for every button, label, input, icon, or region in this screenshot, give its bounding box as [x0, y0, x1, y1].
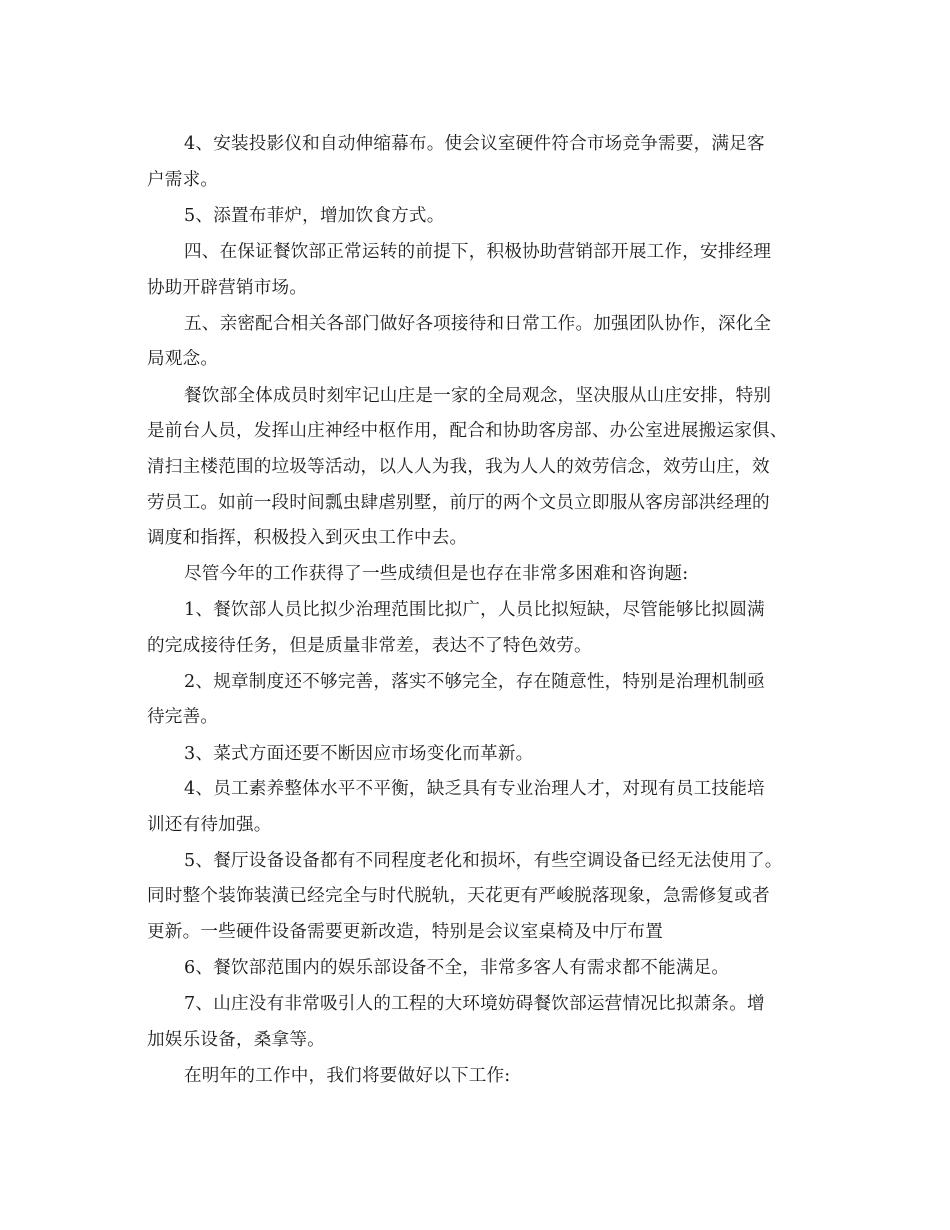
- text-line: 四、在保证餐饮部正常运转的前提下，积极协助营销部开展工作，安排经理: [184, 242, 772, 262]
- text-line: 5、添置布菲炉，增加饮食方式。: [184, 206, 445, 226]
- text-line: 5、餐厅设备设备都有不同程度老化和损坏，有些空调设备已经无法使用了。: [184, 851, 783, 871]
- text-line: 4、安装投影仪和自动伸缩幕布。使会议室硬件符合市场竞争需要，满足客: [184, 134, 765, 154]
- text-line: 训还有待加强。: [147, 815, 272, 835]
- text-line: 协助开辟营销市场。: [147, 278, 308, 298]
- text-line: 加娱乐设备，桑拿等。: [147, 1030, 325, 1050]
- text-line: 劳员工。如前一段时间瓢虫肆虐别墅，前厅的两个文员立即服从客房部洪经理的: [147, 493, 770, 513]
- text-line: 更新。一些硬件设备需要更新改造，特别是会议室桌椅及中厅布置: [147, 922, 664, 942]
- text-line: 局观念。: [147, 349, 219, 369]
- text-line: 的完成接待任务，但是质量非常差，表达不了特色效劳。: [147, 636, 592, 656]
- text-line: 在明年的工作中，我们将要做好以下工作:: [184, 1066, 511, 1086]
- text-line: 7、山庄没有非常吸引人的工程的大环境妨碍餐饮部运营情况比拟萧条。增: [184, 994, 765, 1014]
- text-line: 1、餐饮部人员比拟少治理范围比拟广，人员比拟短缺，尽管能够比拟圆满: [184, 600, 765, 620]
- text-line: 同时整个装饰装潢已经完全与时代脱轨，天花更有严峻脱落现象，急需修复或者: [147, 886, 770, 906]
- text-line: 清扫主楼范围的垃圾等活动，以人人为我，我为人人的效劳信念，效劳山庄，效: [147, 457, 770, 477]
- text-line: 2、规章制度还不够完善，落实不够完全，存在随意性，特别是治理机制亟: [184, 672, 765, 692]
- text-line: 是前台人员，发挥山庄神经中枢作用，配合和协助客房部、办公室进展搬运家俱、: [147, 421, 788, 441]
- text-line: 待完善。: [147, 707, 219, 727]
- text-line: 户需求。: [147, 170, 219, 190]
- text-line: 3、菜式方面还要不断因应市场变化而革新。: [184, 744, 534, 764]
- text-line: 6、餐饮部范围内的娱乐部设备不全，非常多客人有需求都不能满足。: [184, 958, 730, 978]
- text-line: 五、亲密配合相关各部门做好各项接待和日常工作。加强团队协作，深化全: [184, 314, 772, 334]
- text-line: 调度和指挥，积极投入到灭虫工作中去。: [147, 528, 468, 548]
- text-line: 餐饮部全体成员时刻牢记山庄是一家的全局观念，坚决服从山庄安排，特别: [184, 386, 772, 406]
- text-line: 4、员工素养整体水平不平衡，缺乏具有专业治理人才，对现有员工技能培: [184, 779, 765, 799]
- text-line: 尽管今年的工作获得了一些成绩但是也存在非常多困难和咨询题:: [184, 564, 689, 584]
